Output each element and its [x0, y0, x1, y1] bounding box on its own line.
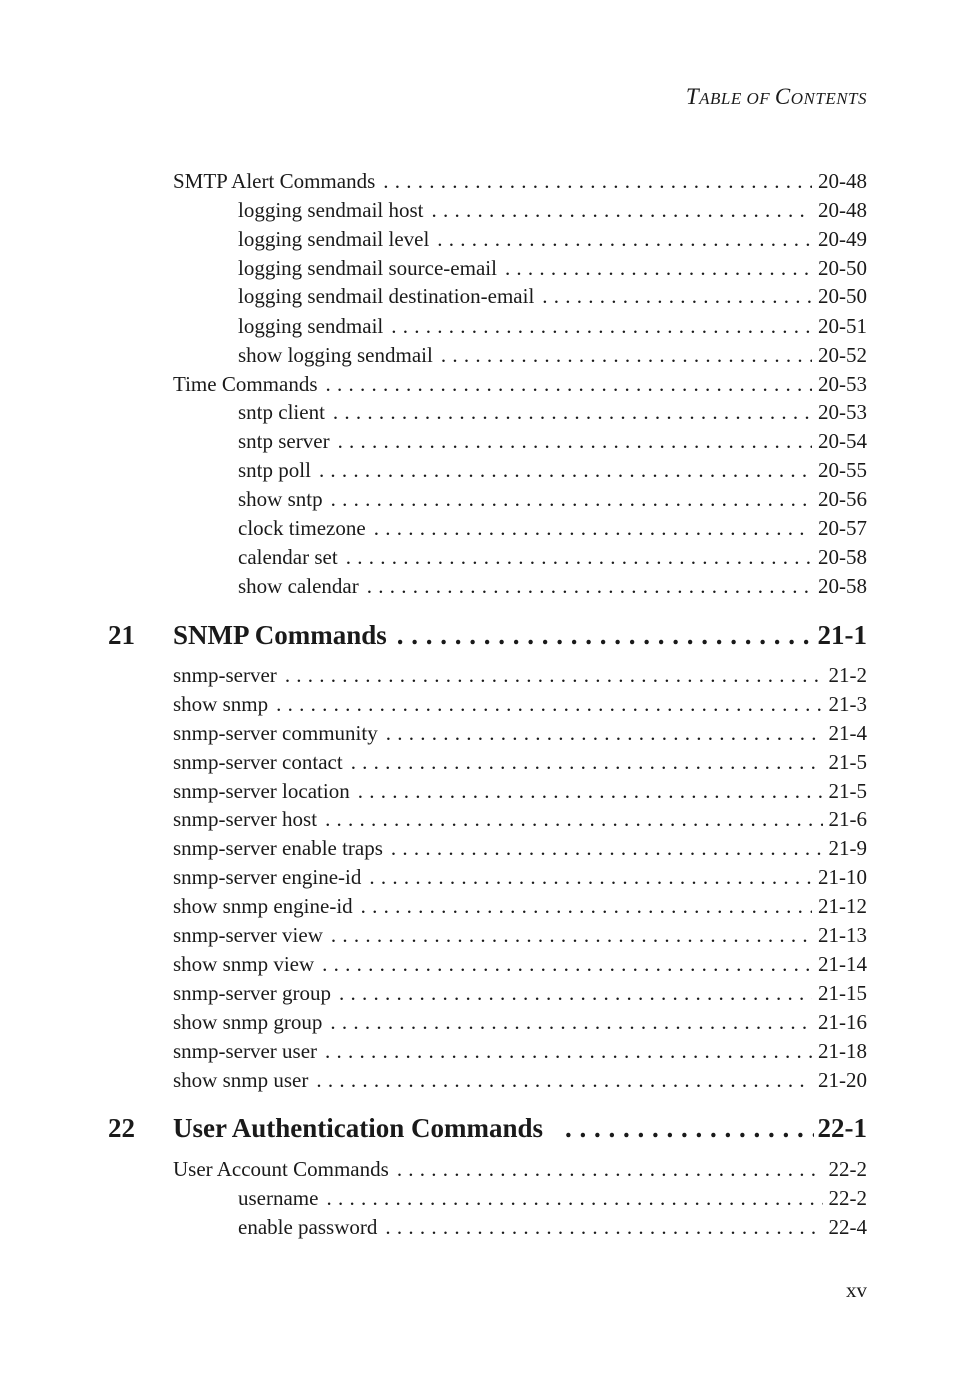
toc-entry[interactable]	[173, 777, 867, 806]
header-initial-1: T	[685, 84, 700, 109]
toc-entry-page: 21-15	[818, 981, 867, 1005]
header-initial-2: C	[774, 84, 791, 109]
toc-entry-page: 20-58	[818, 545, 867, 569]
toc-entry-label: username	[238, 1186, 319, 1210]
dot-leader	[437, 225, 812, 254]
dot-leader	[339, 979, 812, 1008]
dot-leader	[316, 1066, 812, 1095]
toc-entry-label: snmp-server contact	[173, 750, 343, 774]
toc-entry[interactable]	[173, 1155, 867, 1184]
toc-entry-label: show snmp user	[173, 1068, 309, 1092]
chapter-title: SNMP Commands	[173, 620, 387, 650]
toc-entry-page: 20-55	[818, 458, 867, 482]
toc-entry[interactable]	[238, 398, 867, 427]
toc-entry-label: SMTP Alert Commands	[173, 169, 376, 193]
dot-leader	[441, 341, 812, 370]
toc-entry-label: snmp-server community	[173, 721, 378, 745]
toc-entry-page: 21-5	[828, 750, 867, 774]
toc-entry-page: 21-9	[828, 836, 867, 860]
toc-entry-label: show logging sendmail	[238, 343, 433, 367]
dot-leader	[391, 312, 812, 341]
dot-leader	[505, 254, 812, 283]
toc-entry[interactable]	[173, 950, 867, 979]
dot-leader	[369, 863, 812, 892]
toc-entry[interactable]	[238, 485, 867, 514]
toc-entry[interactable]	[173, 921, 867, 950]
running-header	[686, 84, 867, 110]
toc-entry-label: snmp-server group	[173, 981, 332, 1005]
toc-entry[interactable]	[173, 979, 867, 1008]
dot-leader	[331, 921, 812, 950]
toc-entry-page: 22-2	[828, 1186, 867, 1210]
dot-leader	[361, 892, 812, 921]
toc-entry[interactable]	[238, 196, 867, 225]
toc-entry[interactable]	[238, 282, 867, 311]
toc-entry-label: logging sendmail source-email	[238, 256, 497, 280]
toc-entry-page: 20-49	[818, 227, 867, 251]
toc-entry[interactable]	[238, 514, 867, 543]
toc-entry[interactable]	[173, 661, 867, 690]
toc-entry-page: 20-56	[818, 487, 867, 511]
toc-entry-label: snmp-server user	[173, 1039, 318, 1063]
dot-leader	[330, 1008, 812, 1037]
dot-leader	[542, 282, 812, 311]
toc-entry-label: snmp-server host	[173, 807, 318, 831]
dot-leader	[326, 370, 813, 399]
dot-leader	[432, 196, 813, 225]
toc-entry-label: show snmp	[173, 692, 269, 716]
toc-entry[interactable]	[173, 719, 867, 748]
toc-entry-label: show snmp view	[173, 952, 315, 976]
dot-leader	[358, 777, 823, 806]
chapter-title: User Authentication Commands	[173, 1113, 544, 1143]
dot-leader	[331, 485, 812, 514]
toc-entry[interactable]	[173, 748, 867, 777]
toc-entry[interactable]	[173, 1066, 867, 1095]
toc-entry[interactable]	[173, 690, 867, 719]
dot-leader	[385, 1213, 822, 1242]
page-number: xv	[846, 1278, 867, 1302]
dot-leader	[285, 661, 823, 690]
toc-entry-label: sntp server	[238, 429, 330, 453]
toc-entry-label: show snmp group	[173, 1010, 323, 1034]
toc-entry-page: 20-54	[818, 429, 867, 453]
toc-entry-label: snmp-server enable traps	[173, 836, 383, 860]
dot-leader	[338, 427, 812, 456]
toc-entry-page: 21-13	[818, 923, 867, 947]
toc-entry[interactable]	[173, 1008, 867, 1037]
toc-entry-label: sntp client	[238, 400, 325, 424]
toc-entry[interactable]	[238, 1184, 867, 1213]
toc-entry[interactable]	[173, 167, 867, 196]
toc-entry-label: sntp poll	[238, 458, 311, 482]
toc-entry-label: logging sendmail host	[238, 198, 424, 222]
toc-entry-page: 21-18	[818, 1039, 867, 1063]
toc-entry[interactable]	[173, 805, 867, 834]
toc-entry-page: 20-51	[818, 314, 867, 338]
chapter-page: 22-1	[817, 1113, 867, 1143]
toc-entry-page: 20-50	[818, 256, 867, 280]
toc-entry[interactable]	[238, 312, 867, 341]
toc-entry-page: 21-12	[818, 894, 867, 918]
dot-leader	[367, 572, 812, 601]
dot-leader	[333, 398, 812, 427]
toc-entry-page: 21-10	[818, 865, 867, 889]
dot-leader	[276, 690, 822, 719]
toc-entry[interactable]	[173, 1037, 867, 1066]
toc-entry-label: enable password	[238, 1215, 378, 1239]
toc-entry[interactable]	[173, 370, 867, 399]
dot-leader	[397, 1155, 823, 1184]
toc-entry-label: clock timezone	[238, 516, 366, 540]
toc-entry[interactable]	[238, 225, 867, 254]
chapter-number: 21	[108, 620, 135, 650]
toc-entry-page: 21-5	[828, 779, 867, 803]
toc-entry[interactable]	[238, 543, 867, 572]
toc-entry[interactable]	[238, 427, 867, 456]
toc-entry-page: 21-3	[828, 692, 867, 716]
toc-entry-page: 21-6	[828, 807, 867, 831]
toc-entry-label: snmp-server engine-id	[173, 865, 362, 889]
dot-leader	[319, 456, 812, 485]
dot-leader	[374, 514, 812, 543]
toc-entry-label: logging sendmail	[238, 314, 384, 338]
toc-entry-page: 21-20	[818, 1068, 867, 1092]
toc-entry-page: 20-58	[818, 574, 867, 598]
toc-entry-page: 21-2	[828, 663, 867, 687]
dot-leader	[383, 167, 812, 196]
toc-entry[interactable]	[238, 456, 867, 485]
dot-leader	[351, 748, 823, 777]
toc-entry[interactable]	[238, 254, 867, 283]
dot-leader	[326, 1184, 822, 1213]
toc-entry-label: show sntp	[238, 487, 323, 511]
chapter-number: 22	[108, 1113, 135, 1143]
toc-entry-label: logging sendmail level	[238, 227, 430, 251]
toc-entry-page: 20-48	[818, 198, 867, 222]
dot-leader	[386, 719, 823, 748]
dot-leader	[325, 1037, 812, 1066]
toc-entry[interactable]	[238, 1213, 867, 1242]
toc-entry-label: snmp-server view	[173, 923, 323, 947]
toc-entry-page: 20-57	[818, 516, 867, 540]
dot-leader	[391, 834, 823, 863]
toc-entry-label: Time Commands	[173, 372, 318, 396]
toc-entry-label: logging sendmail destination-email	[238, 284, 535, 308]
toc-entry-page: 21-16	[818, 1010, 867, 1034]
toc-entry-page: 20-53	[818, 372, 867, 396]
toc-entry[interactable]	[173, 834, 867, 863]
toc-entry-label: snmp-server location	[173, 779, 350, 803]
toc-entry-label: calendar set	[238, 545, 338, 569]
toc-entry-page: 20-52	[818, 343, 867, 367]
dot-leader	[397, 620, 814, 651]
toc-entry-label: show calendar	[238, 574, 359, 598]
toc-entry[interactable]	[173, 892, 867, 921]
toc-entry-page: 20-53	[818, 400, 867, 424]
toc-entry-page: 21-14	[818, 952, 867, 976]
header-rest-1: ABLE OF	[699, 89, 775, 108]
toc-entry[interactable]	[238, 341, 867, 370]
toc-entry-page: 22-2	[828, 1157, 867, 1181]
toc-entry-label: snmp-server	[173, 663, 277, 687]
toc-entry-label: show snmp engine-id	[173, 894, 353, 918]
dot-leader	[325, 805, 822, 834]
dot-leader	[565, 1113, 813, 1144]
toc-entry-page: 20-50	[818, 284, 867, 308]
dot-leader	[322, 950, 812, 979]
header-rest-2: ONTENTS	[790, 89, 867, 108]
toc-entry-page: 20-48	[818, 169, 867, 193]
dot-leader	[346, 543, 812, 572]
toc-entry-page: 22-4	[828, 1215, 867, 1239]
chapter-page: 21-1	[817, 620, 867, 650]
chapter-heading-21[interactable]	[108, 620, 867, 656]
toc-entry[interactable]	[173, 863, 867, 892]
toc-entry[interactable]	[238, 572, 867, 601]
toc-entry-label: User Account Commands	[173, 1157, 389, 1181]
chapter-heading-22[interactable]	[108, 1113, 867, 1149]
toc-entry-page: 21-4	[828, 721, 867, 745]
